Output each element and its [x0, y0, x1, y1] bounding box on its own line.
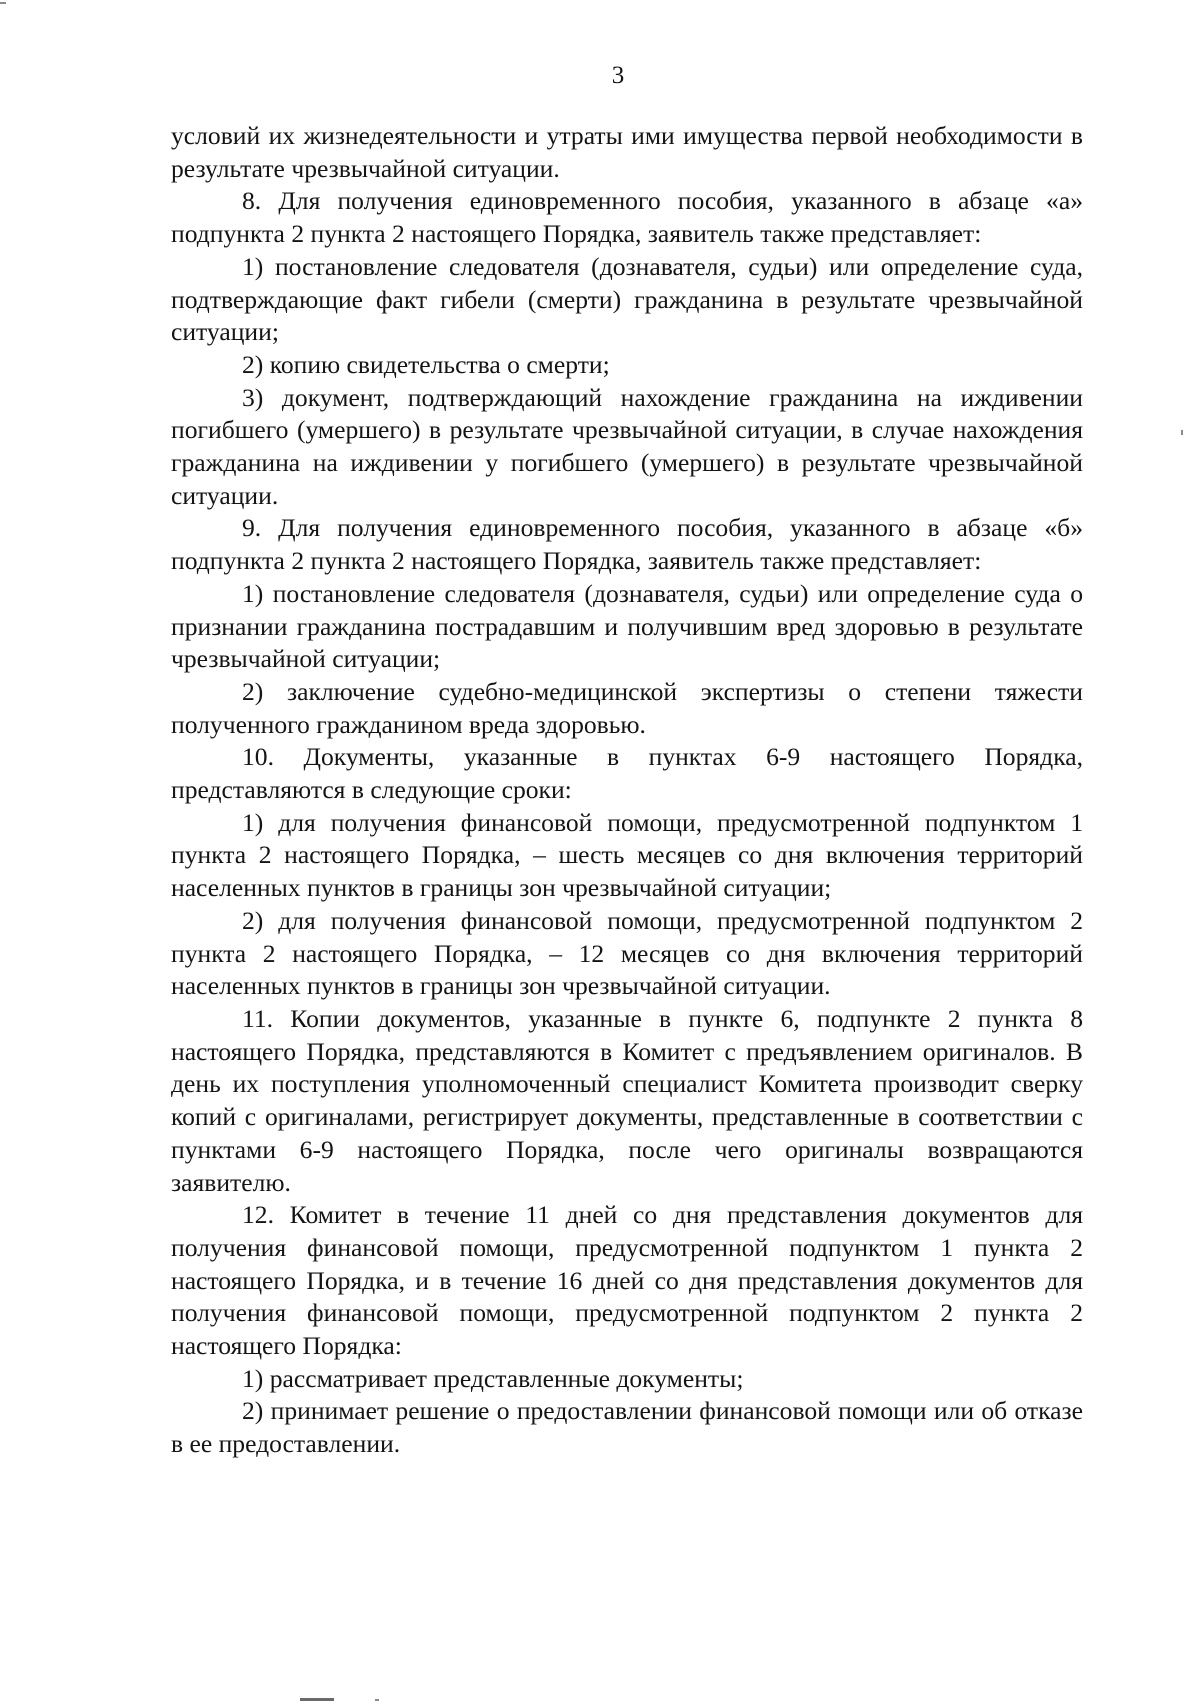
paragraph-item-8-3: 3) документ, подтверждающий нахождение гражданина на иждивении погибшего (умершего) в результате чрезвычайной ситуации, в случае нахождения гражданина на иждивении у погибшего (умершего) в результате чрезвычайной ситуации.	[171, 382, 1083, 510]
paragraph-item-8-1: 1) постановление следователя (дознавателя, судьи) или определение суда, подтверждающие факт гибели (смерти) гражданина в результате чрезвычайной ситуации;	[171, 251, 1083, 347]
paragraph-continuation: условий их жизнедеятельности и утраты ими имущества первой необходимости в результате чрезвычайной ситуации.	[171, 121, 1083, 183]
paragraph-item-10-2: 2) для получения финансовой помощи, предусмотренной подпунктом 2 пункта 2 настоящего Порядка, – 12 месяцев со дня включения территорий населенных пунктов в границы зон чрезвычайной ситуации.	[171, 905, 1083, 1001]
paragraph-item-11: 11. Копии документов, указанные в пункте 6, подпункте 2 пункта 8 настоящего Порядка, представляются в Комитет с предъявлением оригиналов. В день их поступления уполномоченный специалист Комитета производит сверку копий с оригиналами, регистрирует документы, представленные в соответствии с пунктами 6-9 настоящего Порядка, после чего оригиналы возвращаются заявителю.	[171, 1003, 1083, 1197]
paragraph-item-12: 12. Комитет в течение 11 дней со дня представления документов для получения финансовой помощи, предусмотренной подпунктом 1 пункта 2 настоящего Порядка, и в течение 16 дней со дня представления документов для получения финансовой помощи, предусмотренной подпунктом 2 пункта 2 настоящего Порядка:	[171, 1200, 1083, 1361]
paragraph-item-12-1: 1) рассматривает представленные документы;	[242, 1363, 744, 1393]
scan-artifact-mark	[1181, 430, 1183, 435]
paragraph-item-12-2: 2) принимает решение о предоставлении финансовой помощи или об отказе в ее предоставлении.	[171, 1396, 1083, 1459]
paragraph-item-10: 10. Документы, указанные в пунктах 6-9 настоящего Порядка, представляются в следующие сроки:	[171, 742, 1083, 805]
document-body	[171, 120, 1083, 1461]
paragraph-item-8-2: 2) копию свидетельства о смерти;	[242, 349, 610, 379]
paragraph-item-10-1: 1) для получения финансовой помощи, предусмотренной подпунктом 1 пункта 2 настоящего Порядка, – шесть месяцев со дня включения территорий населенных пунктов в границы зон чрезвычайной ситуации;	[171, 807, 1083, 903]
paragraph-item-9-1: 1) постановление следователя (дознавателя, судьи) или определение суда о признании гражданина пострадавшим и получившим вред здоровью в результате чрезвычайной ситуации;	[171, 578, 1083, 674]
scan-artifact-mark	[375, 1699, 379, 1701]
page-number: 3	[611, 62, 625, 89]
scan-artifact-mark	[0, 2, 6, 4]
paragraph-item-9-2: 2) заключение судебно-медицинской экспертизы о степени тяжести полученного гражданином вреда здоровью.	[171, 676, 1083, 739]
paragraph-item-9: 9. Для получения единовременного пособия, указанного в абзаце «б» подпункта 2 пункта 2 настоящего Порядка, заявитель также представляет:	[171, 513, 1083, 576]
scan-artifact-mark	[300, 1698, 334, 1701]
paragraph-item-8: 8. Для получения единовременного пособия, указанного в абзаце «а» подпункта 2 пункта 2 настоящего Порядка, заявитель также представляет:	[171, 186, 1083, 249]
